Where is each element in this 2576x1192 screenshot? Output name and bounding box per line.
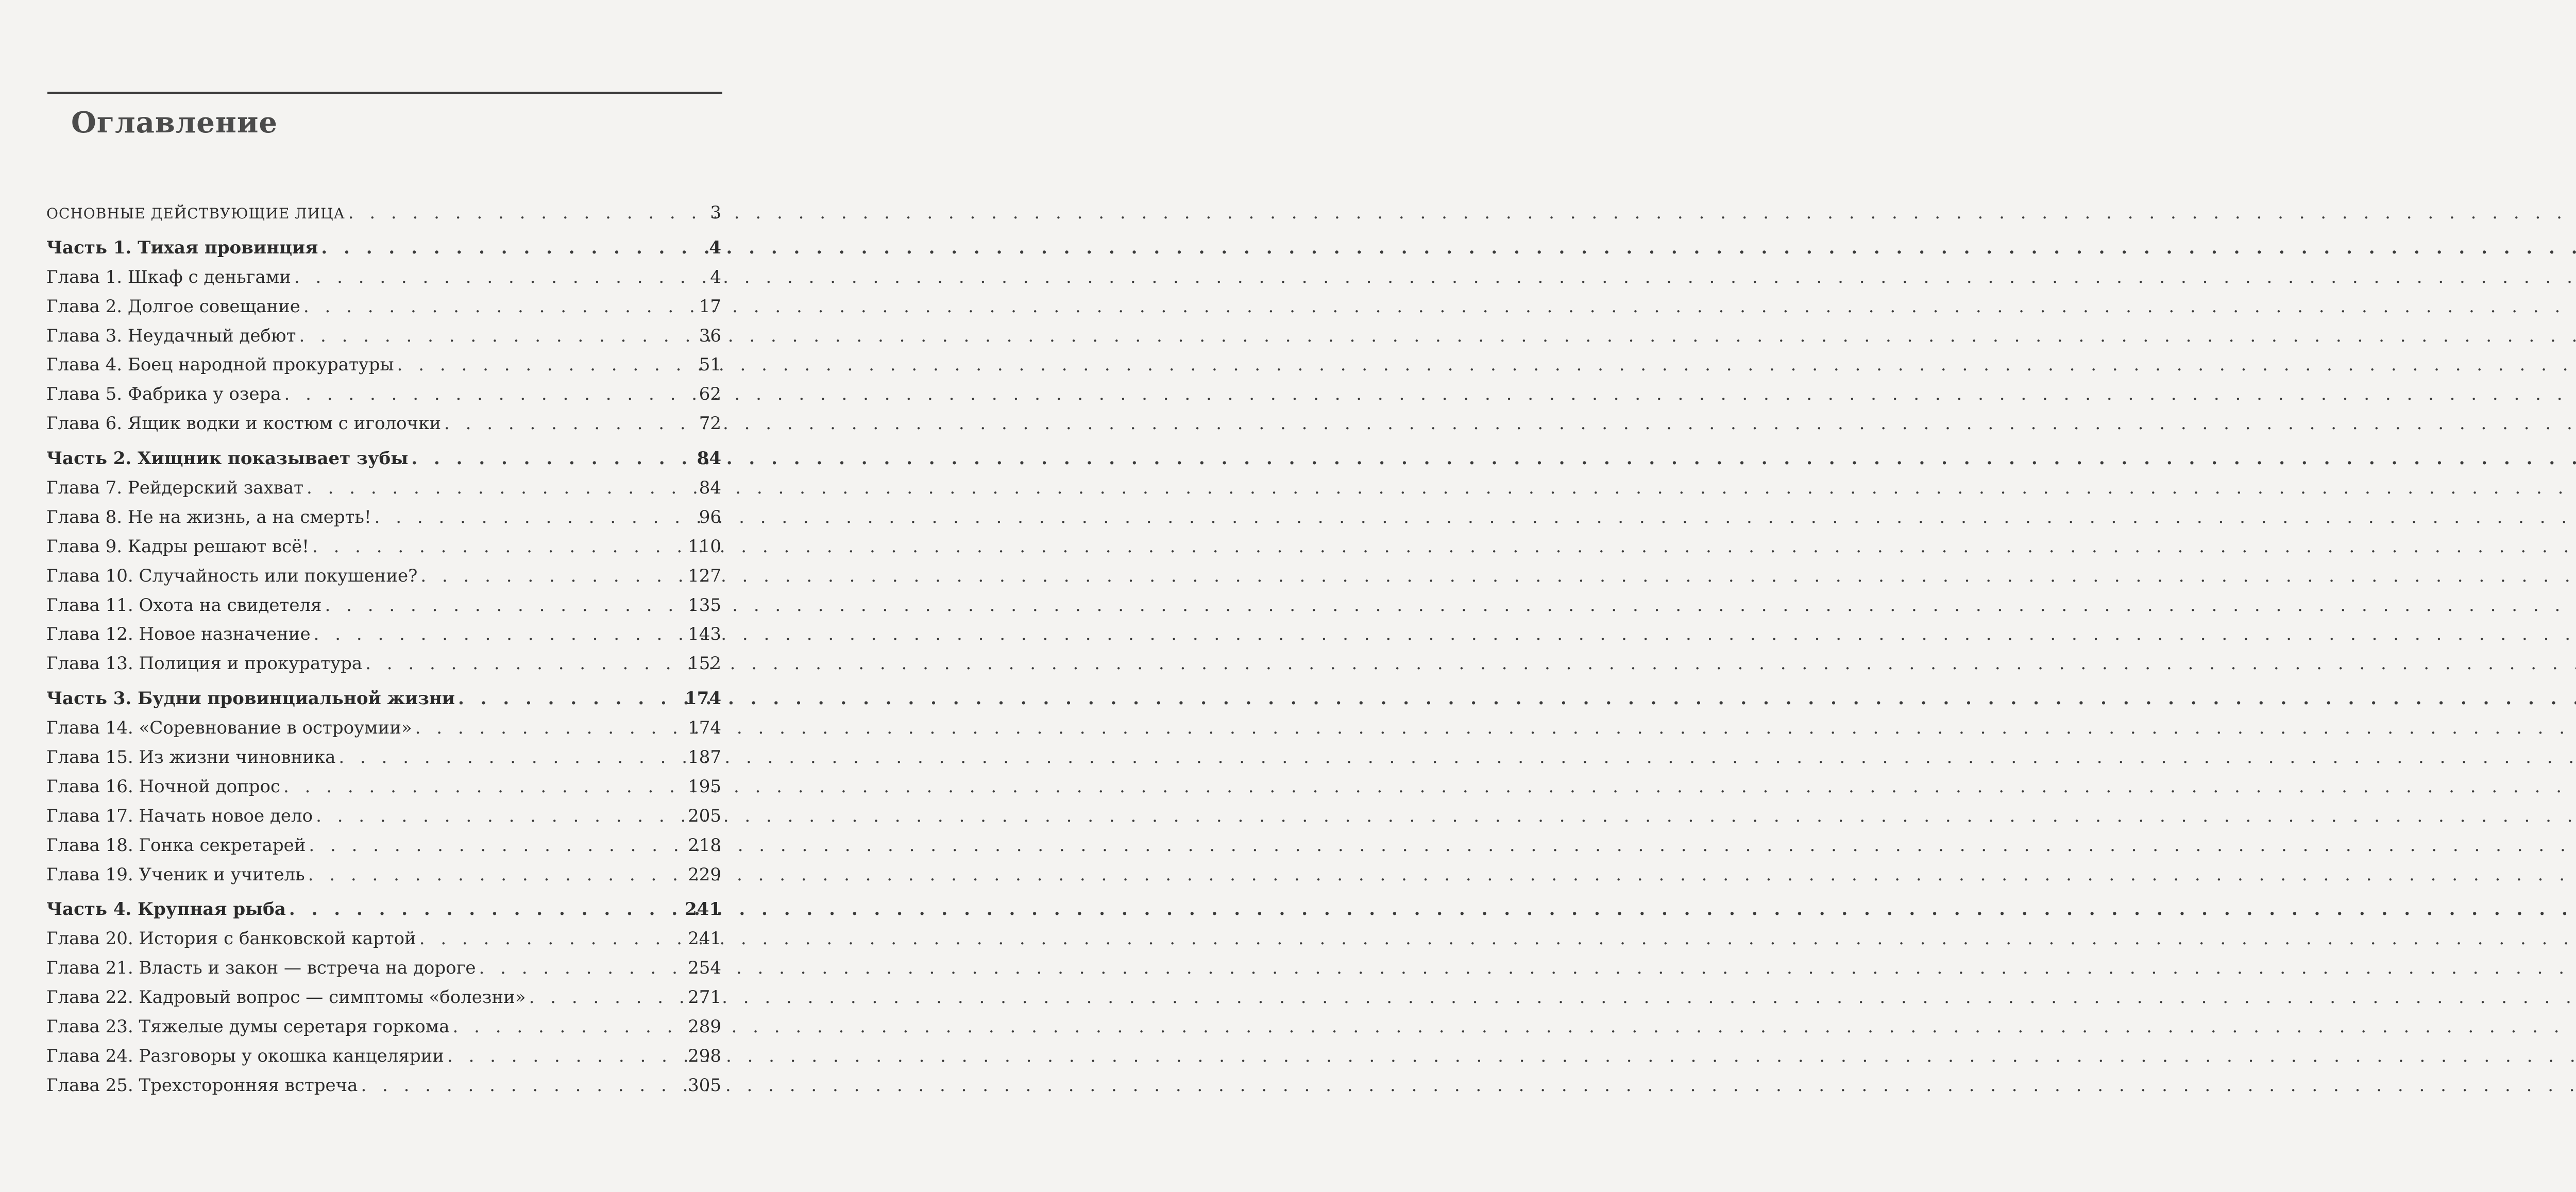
toc-leader-dots [452,1012,685,1042]
toc-page-number: 4 [709,237,721,258]
toc-leader-dots [479,953,685,983]
toc-page-number: 143 [688,624,721,645]
toc-leader-dots [307,473,696,503]
toc-entry-label: Глава 14. «Соревнование в остроумии» [46,718,412,739]
toc-page-number: 289 [688,1016,721,1037]
toc-chapter-entry[interactable] [46,1012,721,1042]
toc-page-number: 305 [688,1075,721,1096]
toc-entry-label: Глава 18. Гонка секретарей [46,835,306,856]
toc-chapter-entry[interactable] [46,321,721,351]
toc-leader-dots [294,263,705,292]
toc-chapter-entry[interactable] [46,503,721,532]
toc-chapter-entry[interactable] [46,263,721,292]
toc-leader-dots [415,713,685,743]
toc-page-number: 62 [699,384,721,405]
toc-leader-dots [444,409,696,438]
toc-entry-label: Глава 19. Ученик и учитель [46,864,305,885]
toc-chapter-entry[interactable] [46,532,721,561]
toc-entry-label: Глава 17. Начать новое дело [46,805,313,826]
toc-page-number: 241 [685,899,721,920]
toc-entry-label: Глава 16. Ночной допрос [46,776,281,797]
toc-chapter-entry[interactable] [46,831,721,860]
toc-leader-dots [303,292,696,321]
toc-entry-label: Глава 11. Охота на свидетеля [46,594,322,616]
toc-chapter-entry[interactable] [46,983,721,1012]
toc-leader-dots [420,561,685,591]
toc-leader-dots [321,233,705,263]
toc-page-number: 241 [688,928,721,949]
toc-list [46,198,721,1100]
toc-intro-entry[interactable] [46,198,721,228]
toc-entry-label: Глава 2. Долгое совещание [46,296,300,317]
toc-leader-dots [447,1042,685,1071]
toc-chapter-entry[interactable] [46,561,721,591]
page-title: Оглавление [71,106,278,140]
toc-page-number: 96 [699,506,721,527]
toc-chapter-entry[interactable] [46,772,721,802]
toc-entry-label: Глава 1. Шкаф с деньгами [46,266,291,287]
toc-leader-dots [458,684,682,713]
toc-chapter-entry[interactable] [46,924,721,953]
toc-page-number: 4 [710,266,721,287]
toc-leader-dots [348,198,705,228]
top-rule [47,92,722,94]
toc-leader-dots [314,620,685,649]
toc-leader-dots [419,924,685,953]
toc-leader-dots [411,444,693,473]
toc-entry-label: Глава 20. История с банковской картой [46,928,416,949]
toc-page-number: 271 [688,987,721,1008]
toc-chapter-entry[interactable] [46,473,721,503]
toc-part-entry[interactable] [46,684,721,713]
toc-entry-label: Глава 25. Трехсторонняя встреча [46,1075,358,1096]
toc-leader-dots [283,772,685,802]
toc-page-number: 152 [688,653,721,674]
toc-chapter-entry[interactable] [46,860,721,890]
toc-part-entry[interactable] [46,233,721,263]
toc-leader-dots [375,503,696,532]
toc-page-number: 17 [699,296,721,317]
toc-entry-label: Часть 2. Хищник показывает зубы [46,448,409,469]
toc-entry-label: Глава 15. Из жизни чиновника [46,747,336,768]
toc-entry-label: ОСНОВНЫЕ ДЕЙСТВУЮЩИЕ ЛИЦА [46,205,345,222]
toc-chapter-entry[interactable] [46,743,721,772]
toc-part-entry[interactable] [46,895,721,924]
toc-chapter-entry[interactable] [46,620,721,649]
toc-leader-dots [312,532,685,561]
toc-page-number: 174 [685,688,721,709]
toc-leader-dots [325,591,685,620]
toc-page-number: 135 [688,594,721,616]
toc-leader-dots [361,1071,685,1100]
toc-entry-label: Глава 23. Тяжелые думы серетаря горкома [46,1016,450,1037]
toc-entry-label: Глава 3. Неудачный дебют [46,325,296,346]
toc-page-number: 36 [699,325,721,346]
toc-entry-label: Глава 6. Ящик водки и костюм с иголочки [46,413,442,434]
toc-page-number: 205 [688,805,721,826]
toc-chapter-entry[interactable] [46,409,721,438]
toc-leader-dots [284,380,696,409]
toc-page-number: 229 [688,864,721,885]
toc-leader-dots [289,895,682,924]
toc-leader-dots [308,860,685,890]
toc-page-number: 84 [699,478,721,499]
toc-entry-label: Часть 4. Крупная рыба [46,899,286,920]
toc-entry-label: Глава 4. Боец народной прокуратуры [46,354,394,376]
toc-chapter-entry[interactable] [46,292,721,321]
toc-page-number: 195 [688,776,721,797]
toc-entry-label: Глава 12. Новое назначение [46,624,311,645]
toc-page-number: 187 [688,747,721,768]
toc-chapter-entry[interactable] [46,591,721,620]
toc-entry-label: Глава 10. Случайность или покушение? [46,565,418,586]
toc-entry-label: Часть 3. Будни провинциальной жизни [46,688,455,709]
toc-page-number: 218 [688,835,721,856]
toc-chapter-entry[interactable] [46,649,721,678]
toc-chapter-entry[interactable] [46,802,721,831]
toc-page-number: 3 [710,202,721,223]
toc-leader-dots [299,321,696,351]
toc-page-number: 72 [699,413,721,434]
toc-chapter-entry[interactable] [46,1071,721,1100]
toc-entry-label: Глава 8. Не на жизнь, а на смерть! [46,506,371,527]
toc-page-number: 174 [688,718,721,739]
toc-page-number: 298 [688,1045,721,1066]
toc-page-number: 110 [688,536,721,557]
toc-chapter-entry[interactable] [46,713,721,743]
toc-entry-label: Глава 7. Рейдерский захват [46,478,303,499]
toc-entry-label: Глава 22. Кадровый вопрос — симптомы «болезни» [46,987,526,1008]
toc-leader-dots [365,649,685,678]
toc-page-number: 51 [699,354,721,376]
toc-chapter-entry[interactable] [46,350,721,380]
toc-entry-label: Глава 9. Кадры решают всё! [46,536,309,557]
toc-chapter-entry[interactable] [46,953,721,983]
toc-part-entry[interactable] [46,444,721,473]
toc-entry-label: Глава 21. Власть и закон — встреча на дороге [46,958,476,979]
toc-entry-label: Часть 1. Тихая провинция [46,237,318,258]
toc-leader-dots [316,802,685,831]
toc-page-number: 127 [688,565,721,586]
toc-entry-label: Глава 13. Полиция и прокуратура [46,653,363,674]
toc-leader-dots [309,831,685,860]
toc-entry-label: Глава 5. Фабрика у озера [46,384,281,405]
toc-leader-dots [529,983,685,1012]
toc-page-number: 84 [697,448,721,469]
toc-chapter-entry[interactable] [46,380,721,409]
toc-page-number: 254 [688,958,721,979]
toc-leader-dots [338,743,685,772]
toc-entry-label: Глава 24. Разговоры у окошка канцелярии [46,1045,444,1066]
toc-leader-dots [397,350,696,380]
toc-chapter-entry[interactable] [46,1042,721,1071]
